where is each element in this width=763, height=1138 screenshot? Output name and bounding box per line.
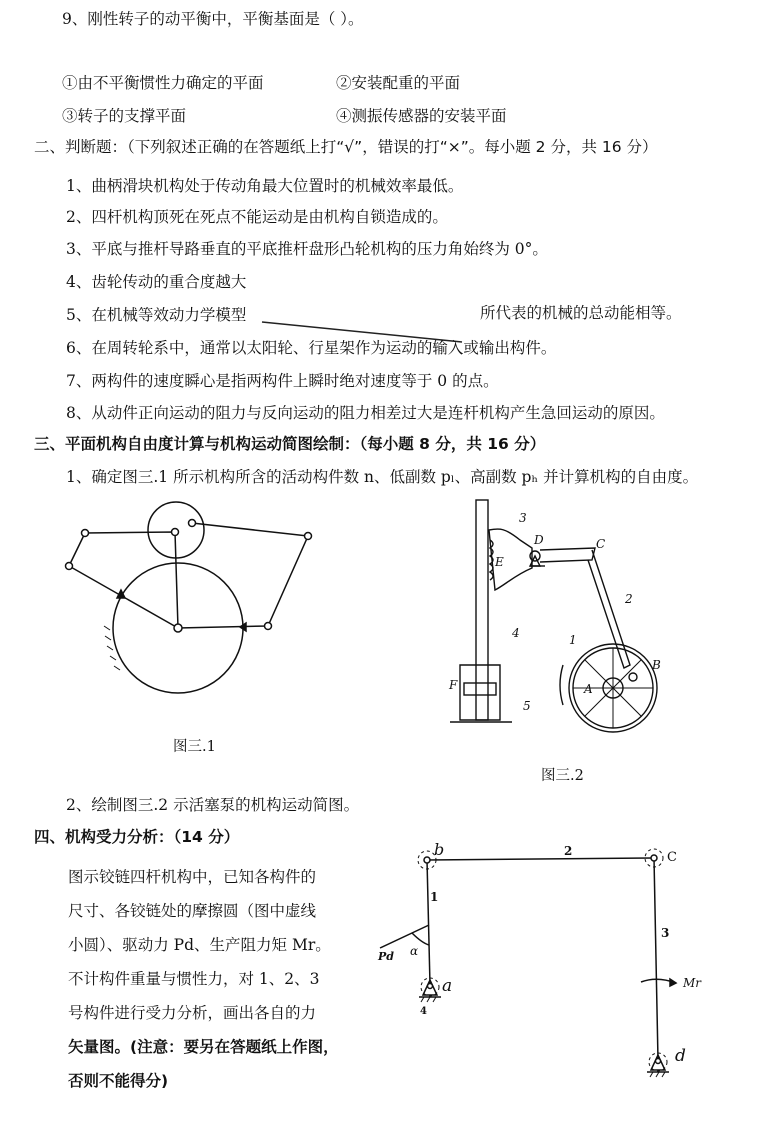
section4-line-6: 矢量图。(注意：要另在答题纸上作图，: [68, 1038, 339, 1056]
fig2-label-5: 5: [523, 699, 531, 713]
fig2-label-1: 1: [569, 633, 577, 647]
section3-q1: 1、确定图三.1 所示机构所含的活动构件数 n、低副数 pₗ、高副数 pₕ 并计算机构的自由度。: [66, 468, 699, 486]
link-label-2: 2: [564, 844, 573, 858]
judge-item-1: 1、曲柄滑块机构处于传动角最大位置时的机械效率最低。: [66, 177, 464, 195]
section4-line-1: 图示铰链四杆机构中，已知各构件的: [68, 868, 317, 886]
judge-item-6: 6、在周转轮系中，通常以太阳轮、行星架作为运动的输入或输出构件。: [66, 339, 557, 357]
section4-line-5: 号构件进行受力分析，画出各自的力: [68, 1004, 317, 1022]
judge-item-4: 4、齿轮传动的重合度越大: [66, 273, 247, 291]
q9-option-2: ②安装配重的平面: [336, 74, 461, 92]
fig2-label-c: C: [596, 537, 606, 551]
fig2-label-f: F: [449, 678, 458, 692]
link-label-4: 4: [420, 1006, 427, 1017]
section4-line-3: 小圆）、驱动力 Pd、生产阻力矩 Mr。: [68, 936, 331, 954]
q9-option-3: ③转子的支撑平面: [62, 107, 187, 125]
judge-item-5-tail: 所代表的机械的总动能相等。: [480, 304, 682, 322]
fig2-label-a: A: [584, 682, 593, 696]
judge-item-2: 2、四杆机构顶死在死点不能运动是由机构自锁造成的。: [66, 208, 448, 226]
link-label-3: 3: [661, 926, 670, 940]
section4-line-7: 否则不能得分): [68, 1072, 169, 1090]
fig2-label-3: 3: [519, 511, 527, 525]
joint-label-b: b: [434, 840, 445, 859]
link-label-1: 1: [430, 890, 439, 904]
moment-label-mr: Mr: [683, 976, 702, 990]
force-label-pd: Pd: [378, 950, 394, 963]
joint-label-a: a: [442, 976, 453, 996]
figure-3-1-caption: 图三.1: [173, 739, 216, 755]
section3-q2: 2、绘制图三.2 示活塞泵的机构运动简图。: [66, 796, 360, 814]
q9-option-1: ①由不平衡惯性力确定的平面: [62, 74, 264, 92]
section2-heading: 二、判断题：（下列叙述正确的在答题纸上打“√”，错误的打“×”。每小题 2 分，共 16 分）: [34, 138, 658, 156]
judge-item-3: 3、平底与推杆导路垂直的平底推杆盘形凸轮机构的压力角始终为 0°。: [66, 240, 548, 258]
section4-heading: 四、机构受力分析：（14 分）: [34, 828, 240, 846]
fig2-label-e: E: [495, 555, 504, 569]
joint-label-c: C: [667, 850, 677, 865]
figure-3-2-caption: 图三.2: [541, 768, 584, 784]
angle-label-alpha: α: [410, 944, 419, 958]
fig2-label-4: 4: [512, 626, 520, 640]
fig2-label-b: B: [652, 658, 661, 672]
section4-line-4: 不计构件重量与惯性力，对 1、2、3: [68, 970, 320, 988]
fig2-label-d: D: [534, 533, 544, 547]
q9-stem: 9、刚性转子的动平衡中，平衡基面是（ ）。: [62, 10, 364, 28]
joint-label-d: d: [675, 1046, 686, 1066]
judge-item-5: 5、在机械等效动力学模型: [66, 306, 247, 324]
section4-line-2: 尺寸、各铰链处的摩擦圆（图中虚线: [68, 902, 317, 920]
q9-option-4: ④测振传感器的安装平面: [336, 107, 507, 125]
judge-item-7: 7、两构件的速度瞬心是指两构件上瞬时绝对速度等于 0 的点。: [66, 372, 499, 390]
section3-heading: 三、平面机构自由度计算与机构运动简图绘制：（每小题 8 分，共 16 分）: [34, 435, 546, 453]
fig2-label-2: 2: [625, 592, 633, 606]
judge-item-8: 8、从动件正向运动的阻力与反向运动的阻力相差过大是连杆机构产生急回运动的原因。: [66, 404, 665, 422]
